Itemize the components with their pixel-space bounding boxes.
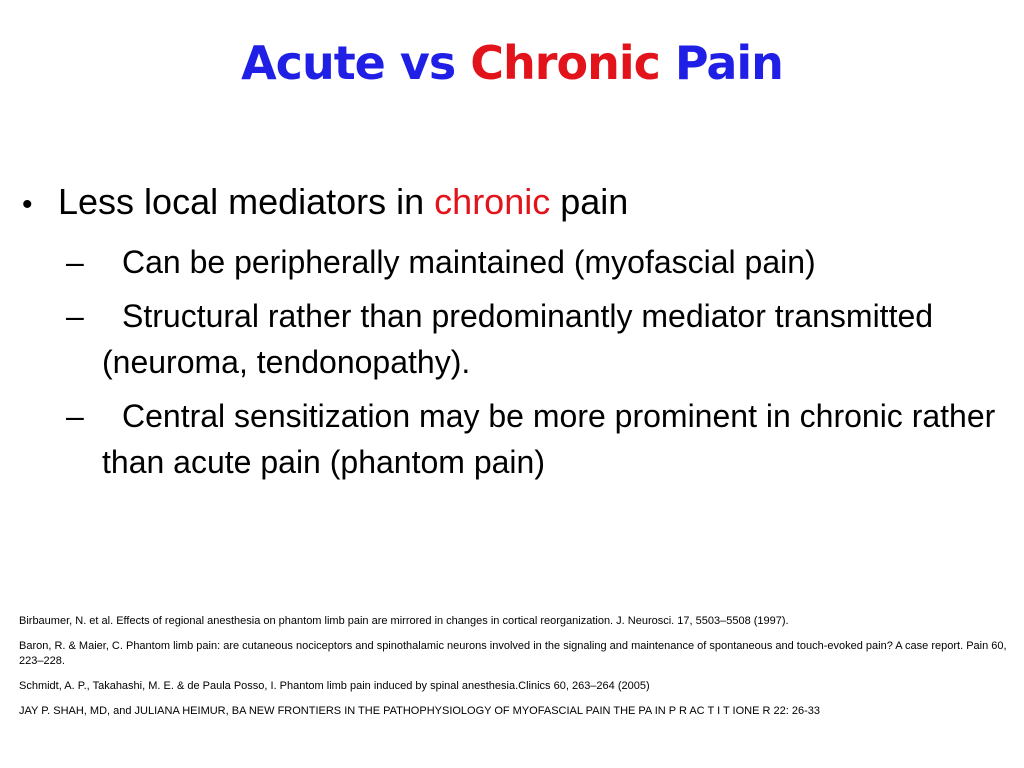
reference-item: Baron, R. & Maier, C. Phantom limb pain: are cutaneous nociceptors and spinothalamic neurons involved in the signaling and maintenance of spontaneous and touch-evoked pain? A case report. Pain 60, 223–228. [19,640,1007,667]
bullet-text-highlight: chronic [434,181,551,222]
sub-item [22,239,1002,285]
slide-title [0,36,1024,90]
bullet-text-before: Less local mediators in [58,181,435,222]
reference-item: JAY P. SHAH, MD, and JULIANA HEIMUR, BA NEW FRONTIERS IN THE PATHOPHYSIOLOGY OF MYOFASCIAL PAIN THE PA IN P R AC T I T IONE R 22: 26-33 [19,705,820,717]
title-part-pain: Pain [659,36,783,90]
bullet-icon: • [22,188,33,221]
reference-item: Birbaumer, N. et al. Effects of regional anesthesia on phantom limb pain are mirrored in changes in cortical reorganization. J. Neurosci. 17, 5503–5508 (1997). [19,615,789,627]
reference-item: Schmidt, A. P., Takahashi, M. E. & de Paula Posso, I. Phantom limb pain induced by spinal anesthesia.Clinics 60, 263–264 (2005) [19,680,650,692]
dash-icon: – [66,398,84,434]
bullet-text-after: pain [550,181,629,222]
sub-item [22,293,1002,385]
bullet-item [22,176,1002,231]
sub-item-text: Structural rather than predominantly mediator transmitted (neuroma, tendonopathy). [102,298,934,380]
references [19,614,1009,729]
sub-item-text: Can be peripherally maintained (myofascial pain) [122,244,816,280]
sub-item-text: Central sensitization may be more prominent in chronic rather than acute pain (phantom pain) [102,398,996,480]
bullet-text [58,176,628,228]
dash-icon: – [66,298,84,334]
title-part-chronic: Chronic [470,36,660,90]
dash-icon: – [66,244,84,280]
title-part-acute: Acute vs [241,36,471,90]
bullet-list [22,176,1002,485]
sub-item [22,393,1002,485]
